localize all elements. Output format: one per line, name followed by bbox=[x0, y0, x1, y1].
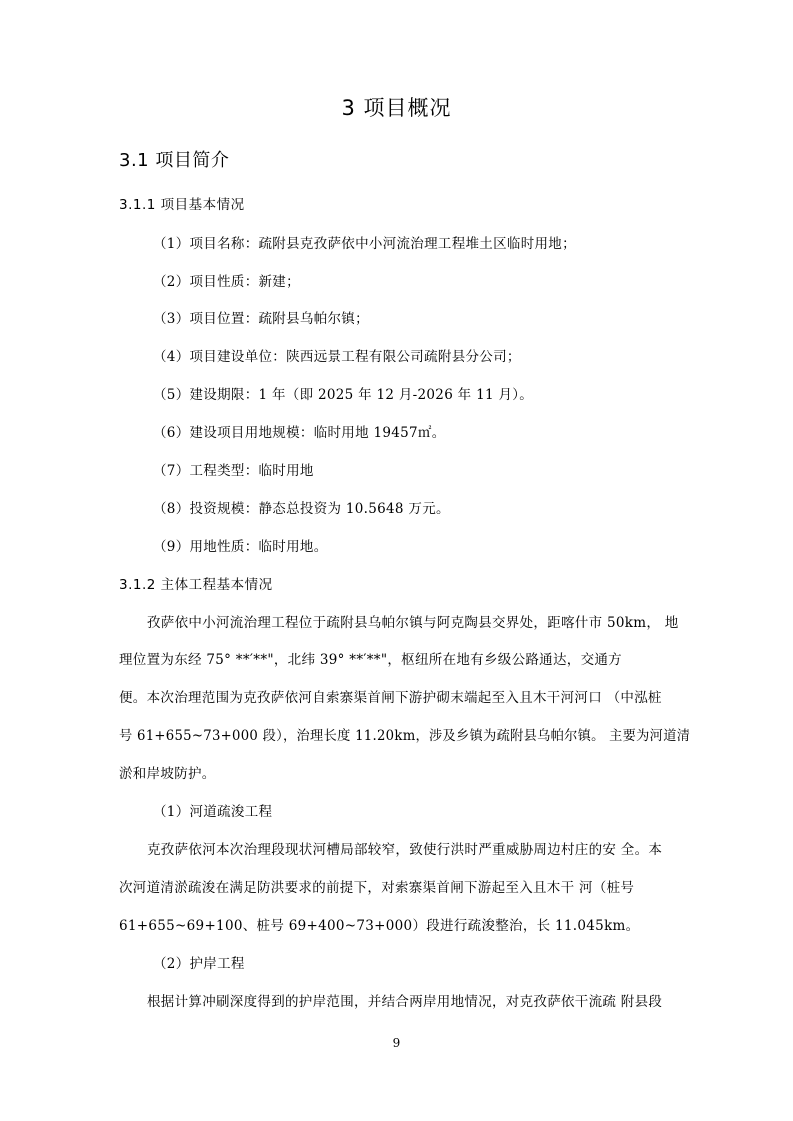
paragraph-line: 号 61+655~73+000 段），治理长度 11.20km，涉及乡镇为疏附县乌帕尔镇。 主要为河道清 bbox=[119, 728, 691, 744]
basic-item: （4）项目建设单位：陕西远景工程有限公司疏附县分公司； bbox=[153, 349, 521, 365]
basic-item: （2）项目性质：新建； bbox=[153, 274, 300, 290]
page-number: 9 bbox=[392, 1036, 401, 1050]
paragraph-line: 淤和岸坡防护。 bbox=[119, 766, 216, 782]
basic-item: （3）项目位置：疏附县乌帕尔镇； bbox=[153, 311, 369, 327]
basic-item: （7）工程类型：临时用地 bbox=[153, 463, 314, 479]
sub-item-revetment: （2）护岸工程 bbox=[153, 956, 245, 972]
paragraph-line: 克孜萨依河本次治理段现状河槽局部较窄，致使行洪时严重威胁周边村庄的安 全。本 bbox=[147, 842, 663, 858]
chapter-title: 3 项目概况 bbox=[341, 96, 452, 120]
paragraph-line: 根据计算冲刷深度得到的护岸范围，并结合两岸用地情况，对克孜萨依干流疏 附县段 bbox=[147, 994, 663, 1010]
sub-item-dredging: （1）河道疏浚工程 bbox=[153, 804, 273, 820]
paragraph-line: 便。本次治理范围为克孜萨依河自索寨渠首闸下游护砌末端起至入且木干河河口 （中泓桩 bbox=[119, 690, 662, 706]
subsection-title-main: 3.1.2 主体工程基本情况 bbox=[119, 577, 273, 593]
basic-item: （1）项目名称：疏附县克孜萨依中小河流治理工程堆土区临时用地； bbox=[153, 236, 576, 252]
paragraph-line: 理位置为东经 75° **′**"，北纬 39° **′**"，枢纽所在地有乡级公路通达，交通方 bbox=[119, 652, 622, 668]
paragraph-line: 61+655~69+100、桩号 69+400~73+000）段进行疏浚整治，长 11.045km。 bbox=[119, 918, 640, 934]
basic-item: （9）用地性质：临时用地。 bbox=[153, 539, 328, 555]
section-title: 3.1 项目简介 bbox=[119, 150, 230, 171]
basic-item: （8）投资规模：静态总投资为 10.5648 万元。 bbox=[153, 501, 450, 517]
basic-item: （5）建设期限：1 年（即 2025 年 12 月-2026 年 11 月）。 bbox=[153, 387, 534, 403]
paragraph-line: 孜萨依中小河流治理工程位于疏附县乌帕尔镇与阿克陶县交界处，距喀什市 50km， 地 bbox=[147, 615, 679, 631]
subsection-title-basic: 3.1.1 项目基本情况 bbox=[119, 197, 245, 213]
paragraph-line: 次河道清淤疏浚在满足防洪要求的前提下，对索寨渠首闸下游起至入且木干 河（桩号 bbox=[119, 880, 635, 896]
basic-item: （6）建设项目用地规模：临时用地 19457㎡。 bbox=[153, 425, 446, 441]
